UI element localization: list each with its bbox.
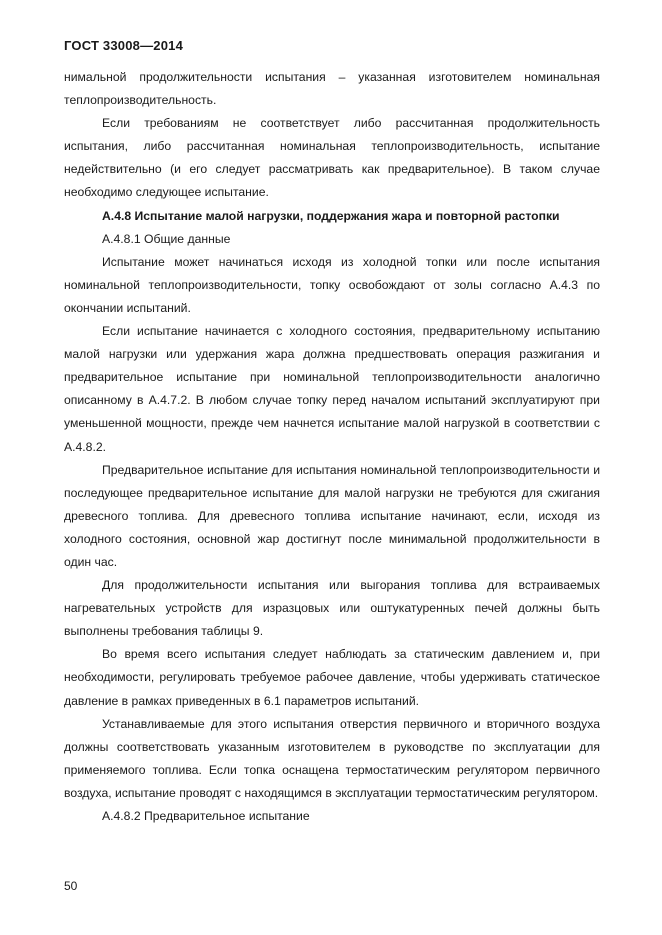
subsection-heading: А.4.8.1 Общие данные [102, 231, 231, 246]
page-number: 50 [64, 879, 78, 893]
document-header: ГОСТ 33008—2014 [64, 38, 183, 53]
paragraph: Для продолжительности испытания или выгорания топлива для встраиваемых нагревательных устройств для изразцовых или оштукатуренных печей должны быть выполнены требования таблицы 9. [64, 578, 600, 639]
subsection-heading: А.4.8.2 Предварительное испытание [102, 809, 310, 823]
section-heading: А.4.8 Испытание малой нагрузки, поддержания жара и повторной растопки [102, 208, 560, 223]
document-body [64, 66, 600, 828]
paragraph: Если испытание начинается с холодного состояния, предварительному испытанию малой нагрузки или удержания жара должна предшествовать операция разжигания и предварительное испытание при номинальной теплопроизводительности аналогично описанному в А.4.7.2. В любом случае топку перед началом испытаний эксплуатируют при уменьшенной мощности, прежде чем начнется испытание малой нагрузкой в соответствии с А.4.8.2. [64, 324, 600, 454]
paragraph: Предварительное испытание для испытания номинальной теплопроизводительности и последующее предварительное испытание для малой нагрузки не требуются для сжигания древесного топлива. Для древесного топлива испытание начинают, если, исходя из холодного состояния, основной жар достигнут после минимальной продолжительности в один час. [64, 462, 600, 569]
paragraph-continuation: нимальной продолжительности испытания – указанная изготовителем номинальная теплопроизводительность. [64, 70, 600, 108]
paragraph: Устанавливаемые для этого испытания отверстия первичного и вторичного воздуха должны соответствовать указанным изготовителем в руководстве по эксплуатации для применяемого топлива. Если топка оснащена термостатическим регулятором первичного воздуха, испытание проводят с находящимся в эксплуатации термостатическим регулятором. [64, 716, 600, 800]
paragraph: Если требованиям не соответствует либо рассчитанная продолжительность испытания, либо рассчитанная номинальная теплопроизводительность, испытание недействительно (и его следует рассматривать как предварительное). В таком случае необходимо следующее испытание. [64, 116, 600, 200]
paragraph: Испытание может начинаться исходя из холодной топки или после испытания номинальной теплопроизводительности, топку освобождают от золы согласно А.4.3 по окончании испытаний. [64, 254, 600, 315]
paragraph: Во время всего испытания следует наблюдать за статическим давлением и, при необходимости, регулировать требуемое рабочее давление, чтобы удерживать статическое давление в рамках приведенных в 6.1 параметров испытаний. [64, 647, 600, 708]
